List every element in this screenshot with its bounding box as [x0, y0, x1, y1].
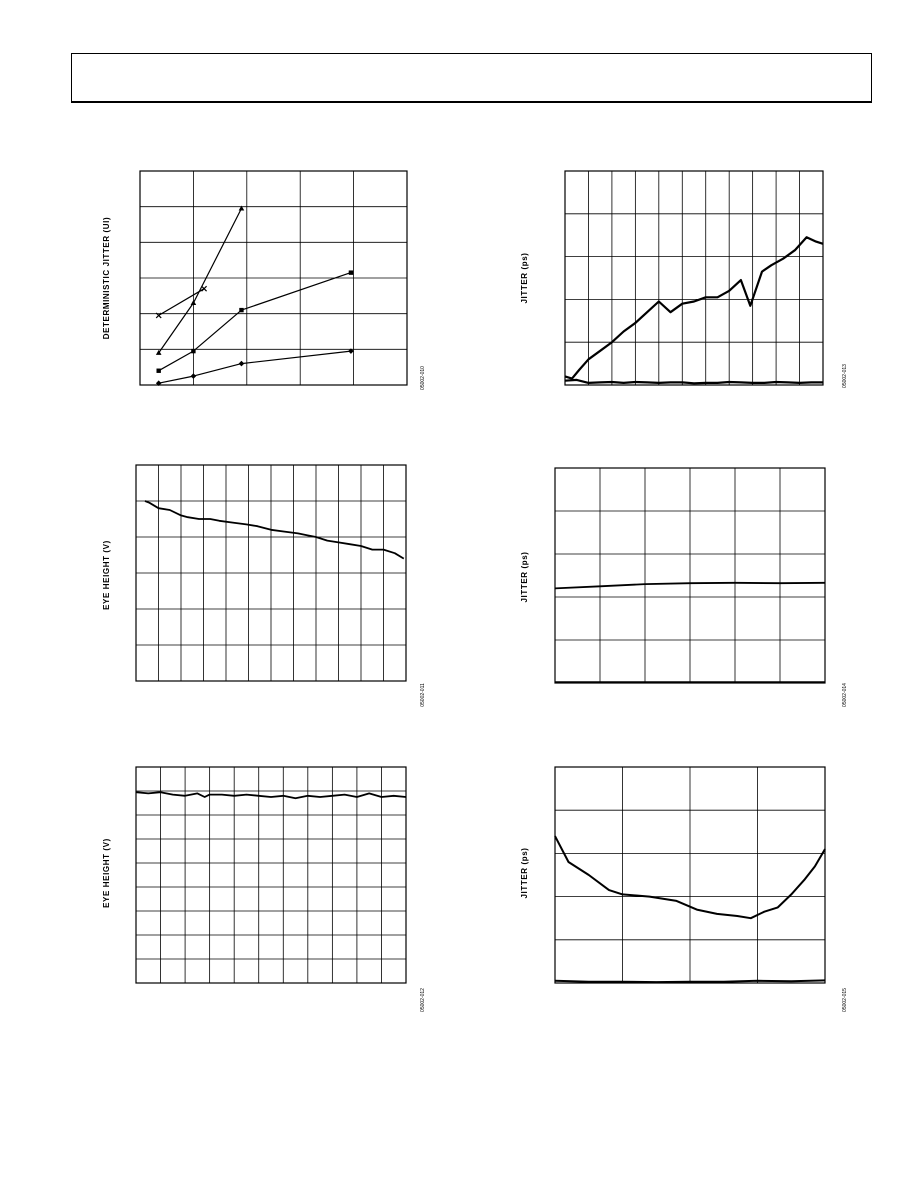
plot-frame	[565, 171, 823, 385]
series-line-1	[565, 237, 823, 378]
data-point-diamond	[239, 361, 245, 367]
series-line-1	[159, 289, 204, 316]
data-point-square	[156, 369, 160, 373]
chart-eye-height-bottom	[95, 755, 435, 1020]
grid	[136, 767, 406, 983]
y-axis-label: JITTER (ps)	[520, 252, 529, 304]
y-axis-label: EYE HEIGHT (V)	[102, 540, 111, 610]
figure-code: 05002-012	[420, 988, 426, 1012]
y-axis-label: JITTER (ps)	[520, 551, 529, 603]
series-line-1	[145, 501, 404, 559]
series-line-4	[159, 351, 351, 383]
series-line-2	[159, 208, 242, 353]
data-point-cross	[202, 286, 207, 291]
data-point-square	[191, 349, 195, 353]
chart-jitter-middle-right	[515, 455, 855, 710]
y-axis-label: DETERMINISTIC JITTER (UI)	[102, 216, 111, 340]
series-line-3	[159, 273, 351, 371]
grid	[565, 171, 823, 385]
chart-eye-height-middle	[95, 455, 435, 710]
y-axis-label: JITTER (ps)	[520, 847, 529, 899]
chart-jitter-bottom-right	[515, 755, 855, 1020]
chart-deterministic-jitter	[95, 160, 435, 410]
grid	[555, 767, 825, 983]
grid	[140, 171, 407, 385]
figure-code: 05002-013	[842, 364, 848, 388]
figure-code: 05002-015	[842, 988, 848, 1012]
series-line-1	[136, 792, 406, 798]
page-header-box	[71, 53, 872, 103]
plot-frame	[136, 767, 406, 983]
data-point-square	[349, 270, 353, 274]
data-point-triangle	[191, 300, 197, 305]
data-point-square	[239, 308, 243, 312]
figure-code: 05002-014	[842, 683, 848, 707]
series-line-2	[565, 380, 823, 383]
figure-code: 05002-011	[420, 683, 426, 707]
grid	[555, 468, 825, 683]
data-point-triangle	[239, 205, 245, 210]
y-axis-label: EYE HEIGHT (V)	[102, 838, 111, 908]
figure-code: 05002-010	[420, 366, 426, 390]
chart-jitter-top-right	[515, 160, 855, 410]
grid	[136, 465, 406, 681]
data-point-diamond	[191, 373, 197, 379]
